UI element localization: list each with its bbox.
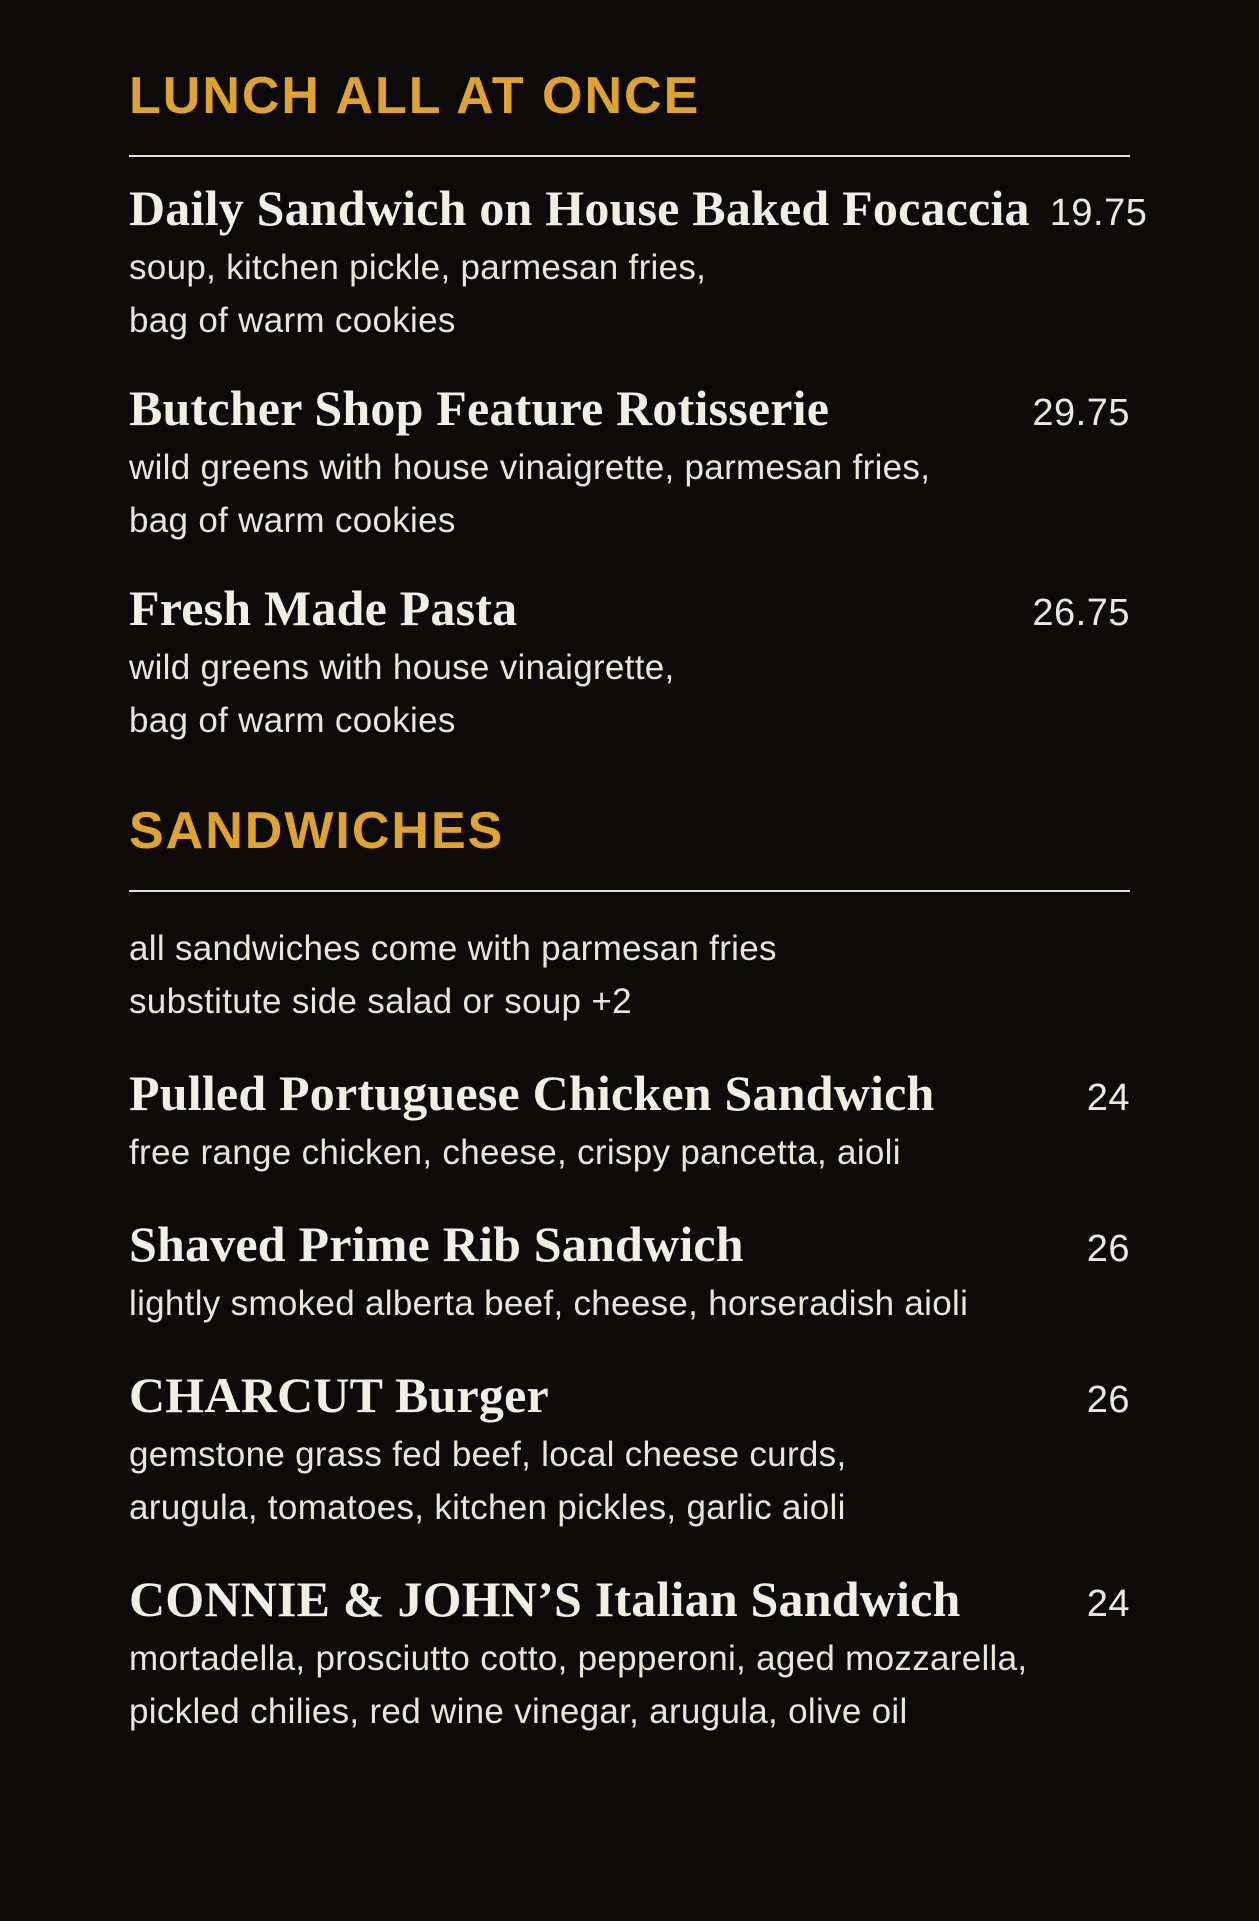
description-line: arugula, tomatoes, kitchen pickles, garlic aioli (129, 1488, 846, 1527)
item-description (129, 241, 1130, 347)
menu-section-lunch-all-at-once (129, 67, 1148, 747)
description-line: bag of warm cookies (129, 701, 456, 740)
description-line: free range chicken, cheese, crispy pancetta, aioli (129, 1133, 901, 1172)
item-price: 24 (1086, 1583, 1130, 1625)
description-line: pickled chilies, red wine vinegar, arugula, olive oil (129, 1692, 908, 1731)
item-name: Daily Sandwich on House Baked Focaccia (129, 180, 1030, 236)
item-description (129, 1126, 1130, 1179)
menu-item-pulled-portuguese-chicken (129, 1065, 1130, 1179)
item-description (129, 1632, 1130, 1738)
item-name: Fresh Made Pasta (129, 580, 518, 636)
description-line: wild greens with house vinaigrette, parmesan fries, (129, 448, 931, 487)
item-title-row (129, 1065, 1130, 1121)
item-title-row (129, 1367, 1130, 1423)
item-price: 19.75 (1049, 192, 1148, 234)
menu-item-fresh-made-pasta (129, 580, 1130, 747)
item-name: Butcher Shop Feature Rotisserie (129, 380, 830, 436)
menu-item-charcut-burger (129, 1367, 1130, 1534)
item-title-row (129, 1216, 1130, 1272)
item-description (129, 1428, 1130, 1534)
item-description (129, 641, 1130, 747)
note-line: all sandwiches come with parmesan fries (129, 929, 777, 968)
item-price: 26 (1086, 1379, 1130, 1421)
description-line: lightly smoked alberta beef, cheese, horseradish aioli (129, 1284, 969, 1323)
item-title-row (129, 580, 1130, 636)
item-price: 24 (1086, 1077, 1130, 1119)
item-price: 29.75 (1032, 392, 1130, 434)
description-line: bag of warm cookies (129, 301, 456, 340)
item-price: 26.75 (1032, 592, 1130, 634)
menu-item-butcher-shop-rotisserie (129, 380, 1130, 547)
description-line: gemstone grass fed beef, local cheese curds, (129, 1435, 847, 1474)
description-line: bag of warm cookies (129, 501, 456, 540)
section-title: SANDWICHES (129, 802, 505, 860)
item-name: Pulled Portuguese Chicken Sandwich (129, 1065, 935, 1121)
item-description (129, 1277, 1130, 1330)
item-title-row (129, 380, 1130, 436)
item-title-row (129, 1571, 1130, 1627)
item-name: CONNIE & JOHN’S Italian Sandwich (129, 1571, 961, 1627)
description-line: soup, kitchen pickle, parmesan fries, (129, 248, 707, 287)
item-title-row (129, 180, 1148, 236)
item-price: 26 (1086, 1228, 1130, 1270)
section-note (129, 922, 1130, 1028)
menu-item-connie-and-johns-italian (129, 1571, 1130, 1738)
item-name: Shaved Prime Rib Sandwich (129, 1216, 744, 1272)
menu-item-daily-sandwich (129, 180, 1148, 347)
item-description (129, 441, 1130, 547)
section-divider (129, 155, 1130, 157)
note-line: substitute side salad or soup +2 (129, 982, 632, 1021)
section-divider (129, 890, 1130, 892)
description-line: wild greens with house vinaigrette, (129, 648, 675, 687)
item-name: CHARCUT Burger (129, 1367, 549, 1423)
section-title: LUNCH ALL AT ONCE (129, 67, 701, 125)
menu-section-sandwiches (129, 802, 1130, 1738)
menu-item-shaved-prime-rib (129, 1216, 1130, 1330)
description-line: mortadella, prosciutto cotto, pepperoni, aged mozzarella, (129, 1639, 1028, 1678)
